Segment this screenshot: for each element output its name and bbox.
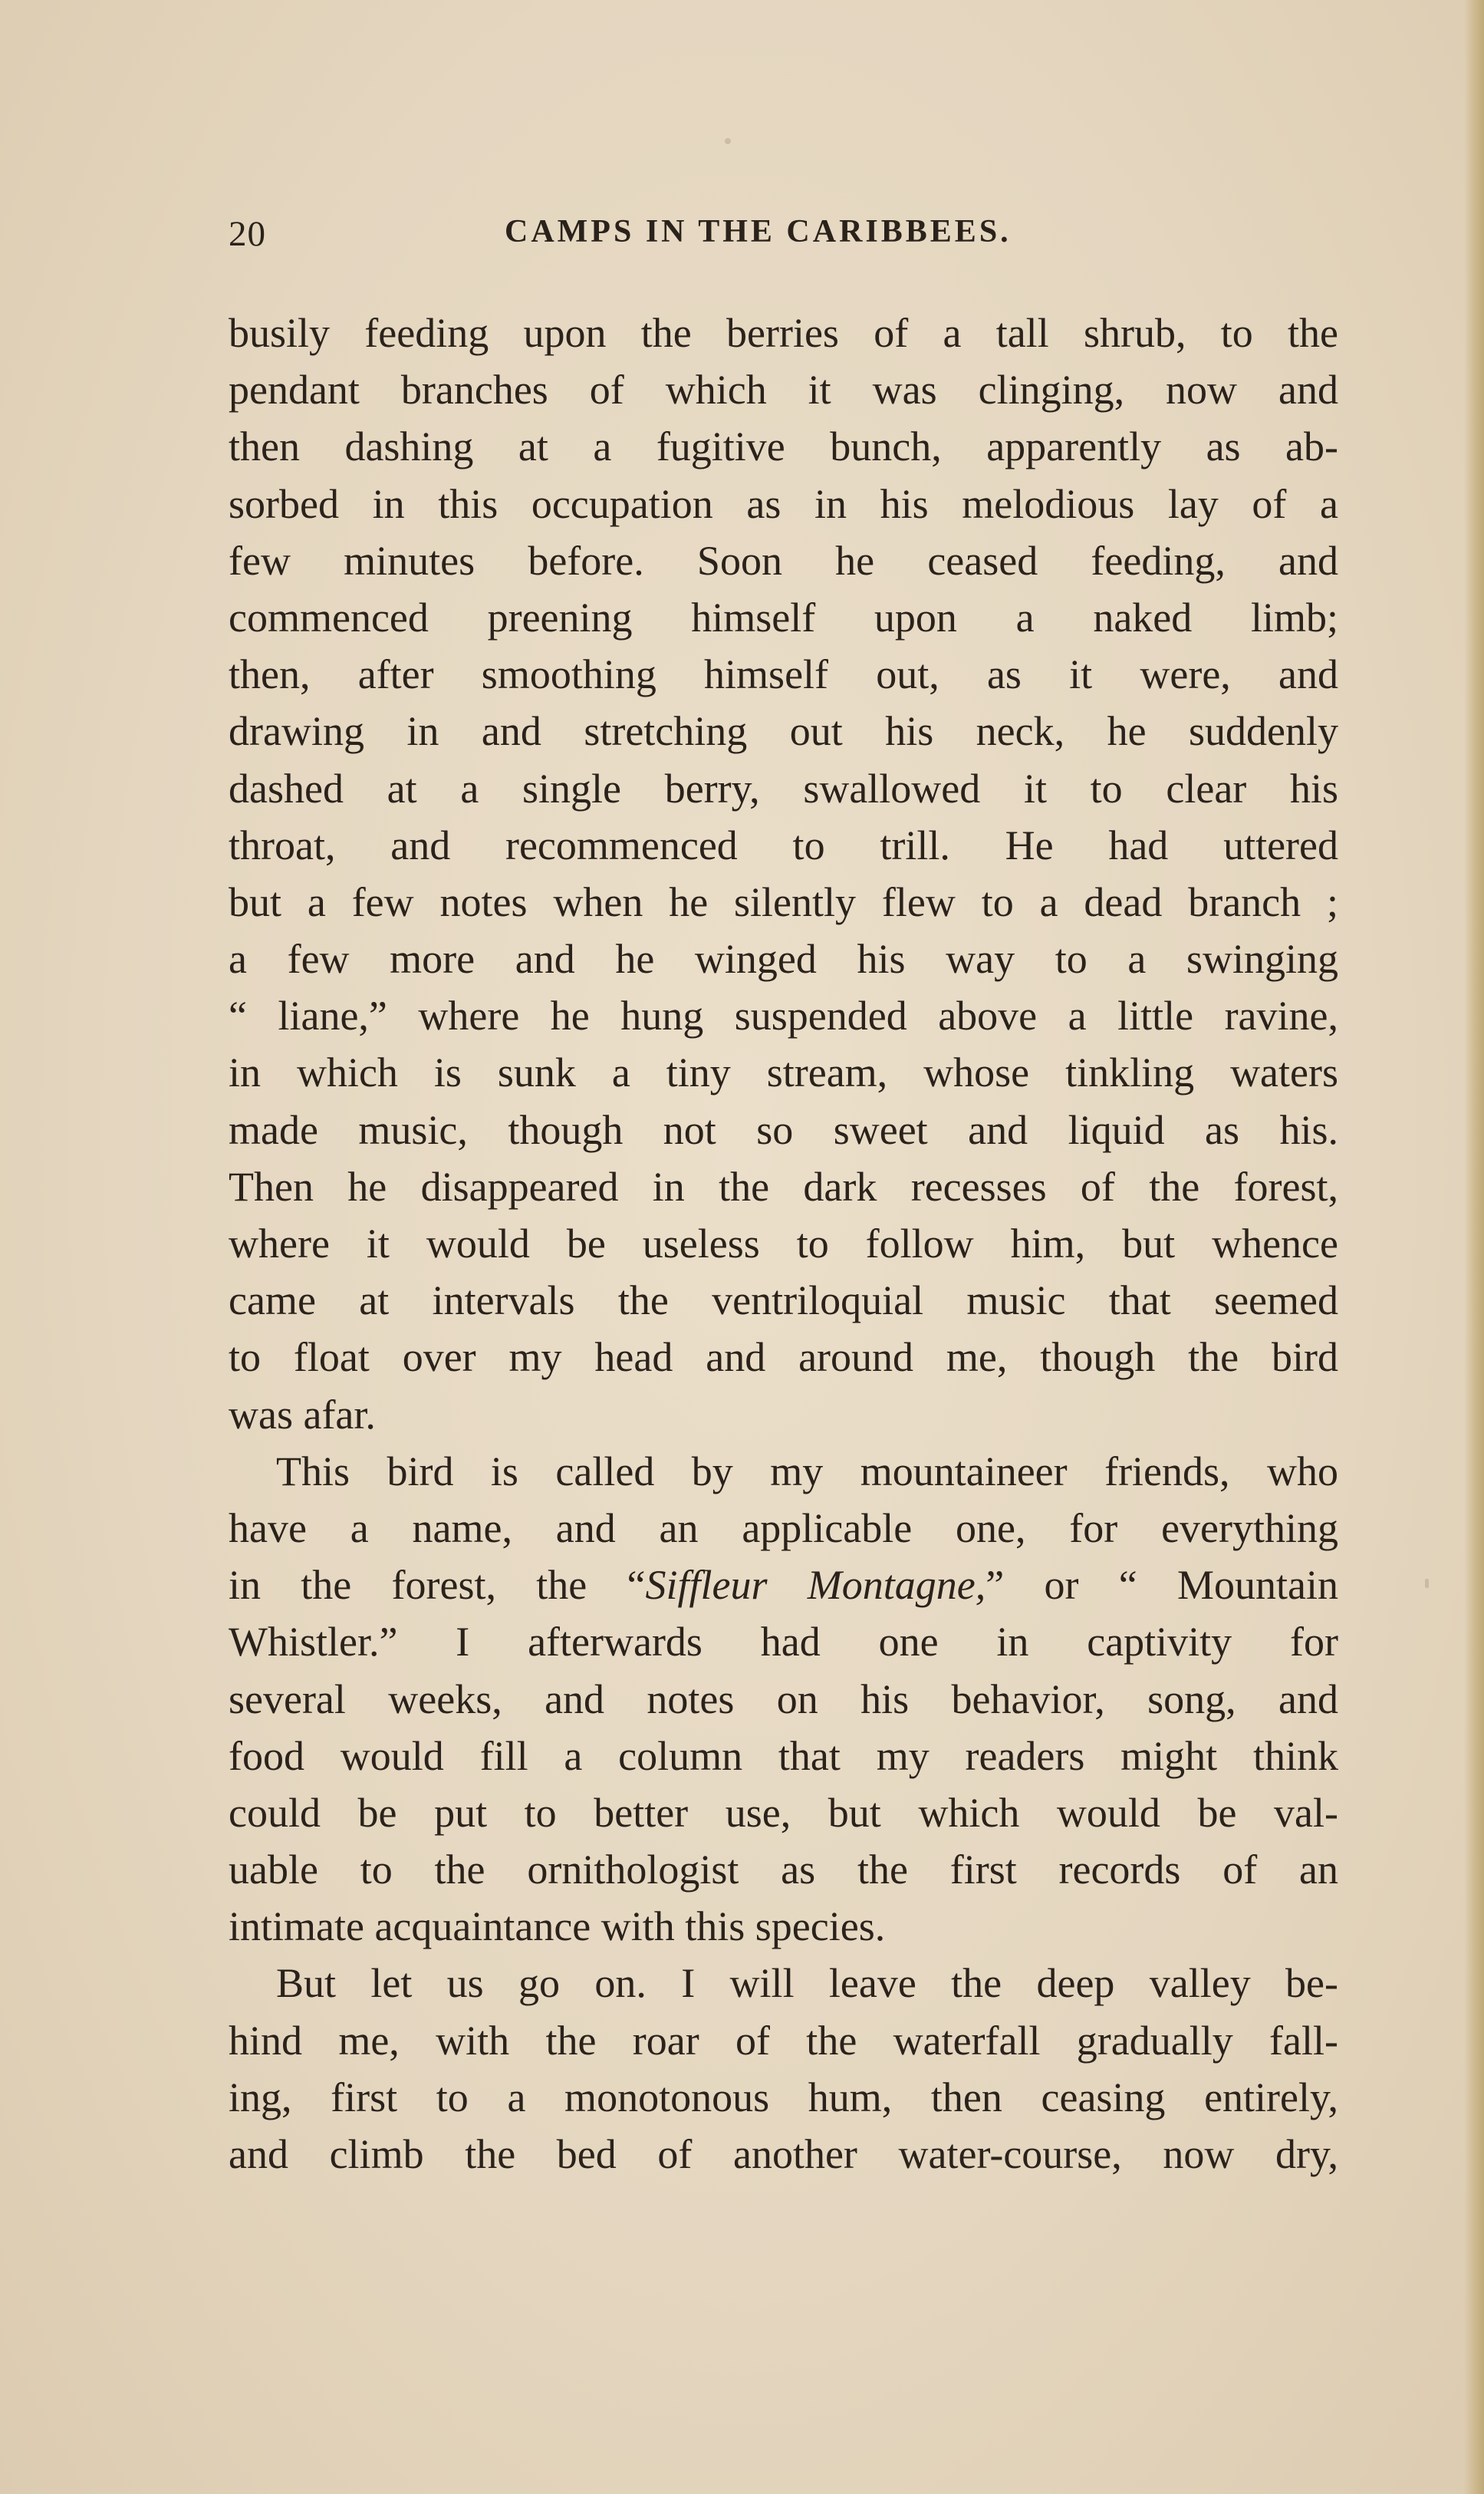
paper-speck (725, 138, 731, 144)
paper-speck (1425, 1579, 1429, 1588)
text-line: Whistler.” I afterwards had one in captivity for (229, 1619, 1338, 1665)
text-line: and climb the bed of another water-course, now dry, (229, 2131, 1338, 2177)
italic-bird-name: Siffleur Montagne, (645, 1562, 986, 1609)
text-line: throat, and recommenced to trill. He had uttered (229, 822, 1338, 868)
text-line: food would fill a column that my readers might think (229, 1732, 1338, 1779)
text-line: But let us go on. I will leave the deep valley be- (276, 1960, 1338, 2007)
text-line: came at intervals the ventriloquial music that seemed (229, 1277, 1338, 1324)
text-line: This bird is called by my mountaineer friends, who (276, 1448, 1338, 1494)
text-line: to float over my head and around me, though the bird (229, 1334, 1338, 1381)
text-line: then dashing at a fugitive bunch, apparently as ab- (229, 423, 1338, 470)
text-fragment: in the forest, the “ (229, 1562, 646, 1609)
text-line: made music, though not so sweet and liquid as his. (229, 1106, 1338, 1153)
body-text (229, 305, 1338, 2183)
text-line: could be put to better use, but which would be val- (229, 1789, 1338, 1836)
text-line-with-italic (229, 1557, 1338, 1613)
text-line: dashed at a single berry, swallowed it to clear his (229, 765, 1338, 812)
text-line: was afar. (229, 1391, 376, 1438)
text-line: few minutes before. Soon he ceased feeding, and (229, 537, 1338, 584)
text-line: drawing in and stretching out his neck, he suddenly (229, 708, 1338, 755)
text-line: but a few notes when he silently flew to a dead branch ; (229, 878, 1338, 925)
text-fragment: ” or “ Mountain (985, 1562, 1338, 1609)
running-head: CAMPS IN THE CARIBBEES. (505, 214, 1012, 249)
text-line: have a name, and an applicable one, for everything (229, 1504, 1338, 1551)
text-line: pendant branches of which it was clinging, now and (229, 367, 1338, 413)
text-line: ing, first to a monotonous hum, then ceasing entirely, (229, 2074, 1338, 2120)
text-line: hind me, with the roar of the waterfall gradually fall- (229, 2017, 1338, 2064)
page-number: 20 (229, 214, 266, 254)
text-line: uable to the ornithologist as the first records of an (229, 1847, 1338, 1893)
text-line: a few more and he winged his way to a swinging (229, 936, 1338, 983)
text-line: intimate acquaintance with this species. (229, 1903, 886, 1950)
page-edge (1464, 0, 1484, 2494)
text-line: in which is sunk a tiny stream, whose tinkling waters (229, 1049, 1338, 1096)
page-header (229, 213, 1341, 267)
text-line: “ liane,” where he hung suspended above a little ravine, (229, 993, 1338, 1039)
text-line: where it would be useless to follow him, but whence (229, 1221, 1338, 1267)
text-line: several weeks, and notes on his behavior, song, and (229, 1675, 1338, 1722)
text-line: Then he disappeared in the dark recesses of the forest, (229, 1163, 1338, 1210)
text-line: sorbed in this occupation as in his melodious lay of a (229, 480, 1338, 527)
text-line: busily feeding upon the berries of a tall shrub, to the (229, 310, 1338, 356)
text-line: then, after smoothing himself out, as it were, and (229, 651, 1338, 698)
text-line: commenced preening himself upon a naked limb; (229, 594, 1338, 641)
